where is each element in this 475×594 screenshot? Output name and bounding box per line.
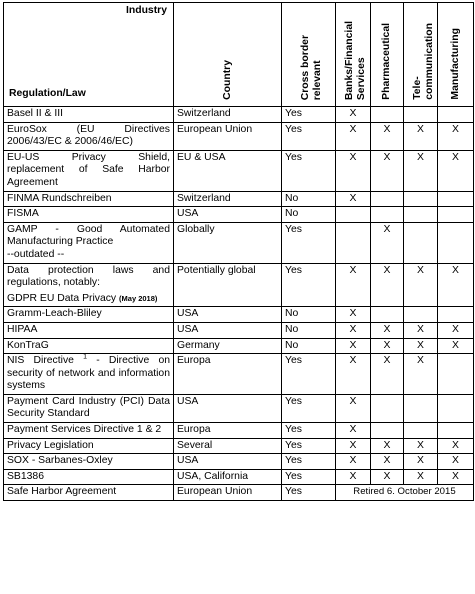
regulation-cell — [4, 469, 174, 485]
regulation-note: (May 2018) — [119, 293, 158, 303]
tele-mark-cell: X — [404, 338, 438, 354]
regulation-cell — [4, 322, 174, 338]
regulation-cell — [4, 394, 174, 422]
pharma-mark-cell — [371, 423, 404, 439]
manufacturing-mark-cell — [438, 394, 474, 422]
country-cell: Europa — [174, 423, 282, 439]
pharma-mark-cell — [371, 307, 404, 323]
regulation-subline: GDPR EU Data Privacy (May 2018) — [7, 292, 158, 304]
cross-border-cell: Yes — [282, 122, 336, 150]
pharma-mark-cell — [371, 394, 404, 422]
manufacturing-mark-cell — [438, 354, 474, 395]
manufacturing-mark-cell — [438, 423, 474, 439]
regulation-name: KonTraG — [7, 339, 49, 351]
table-body — [4, 107, 474, 501]
pharma-mark-cell: X — [371, 438, 404, 454]
pharma-mark-cell: X — [371, 263, 404, 307]
tele-mark-cell — [404, 107, 438, 123]
country-cell: Switzerland — [174, 107, 282, 123]
table-row — [4, 191, 474, 207]
pharma-mark-cell: X — [371, 122, 404, 150]
regulation-name: HIPAA — [7, 323, 38, 335]
regulation-cell — [4, 438, 174, 454]
regulation-industry-table — [3, 2, 474, 501]
cross-border-header-cell — [282, 3, 336, 107]
regulation-name: EuroSox (EU Directives 2006/43/EC & 2006/46/EC) — [7, 123, 170, 148]
banks-mark-cell: X — [336, 354, 371, 395]
table-row — [4, 207, 474, 223]
manufacturing-mark-cell: X — [438, 469, 474, 485]
country-cell: European Union — [174, 122, 282, 150]
cross-border-cell: Yes — [282, 423, 336, 439]
table-row — [4, 485, 474, 501]
pharma-mark-cell: X — [371, 322, 404, 338]
tele-mark-cell — [404, 307, 438, 323]
country-cell: USA — [174, 454, 282, 470]
country-cell: USA — [174, 322, 282, 338]
regulation-name: FINMA Rundschreiben — [7, 192, 112, 204]
country-cell: USA — [174, 394, 282, 422]
regulation-cell — [4, 150, 174, 191]
table-row — [4, 354, 474, 395]
cross-border-cell: No — [282, 207, 336, 223]
pharma-mark-cell: X — [371, 354, 404, 395]
regulation-cell — [4, 107, 174, 123]
tele-mark-cell — [404, 222, 438, 263]
manufacturing-mark-cell — [438, 207, 474, 223]
tele-mark-cell: X — [404, 122, 438, 150]
tele-mark-cell: X — [404, 469, 438, 485]
industry-header: Industry — [126, 5, 167, 16]
regulation-table-container — [3, 2, 473, 501]
tele-mark-cell — [404, 207, 438, 223]
tele-mark-cell — [404, 423, 438, 439]
cross-border-cell: No — [282, 338, 336, 354]
country-header-cell — [174, 3, 282, 107]
regulation-cell — [4, 263, 174, 307]
tele-mark-cell — [404, 394, 438, 422]
regulation-header: Regulation/Law — [9, 88, 86, 100]
table-row — [4, 394, 474, 422]
pharma-header: Pharmaceutical — [381, 23, 392, 100]
manufacturing-header: Manufacturing — [449, 28, 461, 100]
regulation-cell — [4, 207, 174, 223]
tele-mark-cell: X — [404, 322, 438, 338]
cross-border-cell: Yes — [282, 454, 336, 470]
banks-mark-cell: X — [336, 394, 371, 422]
table-row — [4, 322, 474, 338]
cross-border-cell: Yes — [282, 222, 336, 263]
regulation-name: Safe Harbor Agreement — [7, 486, 117, 498]
regulation-cell — [4, 454, 174, 470]
cross-border-cell: No — [282, 307, 336, 323]
regulation-name: GAMP - Good Automated Manufacturing Practice — [7, 223, 170, 248]
table-row — [4, 307, 474, 323]
country-cell: Germany — [174, 338, 282, 354]
manufacturing-mark-cell: X — [438, 454, 474, 470]
cross-border-header: Cross border relevant — [299, 34, 323, 100]
regulation-name: Privacy Legislation — [7, 439, 94, 451]
manufacturing-mark-cell — [438, 107, 474, 123]
country-cell: USA, California — [174, 469, 282, 485]
pharma-mark-cell: X — [371, 222, 404, 263]
manufacturing-mark-cell: X — [438, 263, 474, 307]
regulation-name: Basel II & III — [7, 108, 64, 119]
regulation-cell — [4, 222, 174, 263]
pharma-mark-cell: X — [371, 469, 404, 485]
pharma-header-cell — [371, 3, 404, 107]
manufacturing-mark-cell — [438, 307, 474, 323]
regulation-name: SB1386 — [7, 470, 44, 482]
country-cell: Europa — [174, 354, 282, 395]
table-row — [4, 469, 474, 485]
tele-mark-cell: X — [404, 354, 438, 395]
cross-border-cell: Yes — [282, 485, 336, 501]
pharma-mark-cell — [371, 207, 404, 223]
regulation-name: Data protection laws and regulations, notably: — [7, 264, 170, 289]
footnote-marker: 1 — [83, 353, 88, 361]
header-corner-cell — [4, 3, 174, 107]
regulation-cell — [4, 338, 174, 354]
regulation-name: EU-US Privacy Shield, replacement of Safe Harbor Agreement — [7, 151, 170, 188]
cross-border-cell: Yes — [282, 263, 336, 307]
cross-border-cell: Yes — [282, 150, 336, 191]
regulation-cell — [4, 354, 174, 395]
regulation-name: FISMA — [7, 208, 39, 220]
banks-mark-cell: X — [336, 191, 371, 207]
banks-mark-cell: X — [336, 322, 371, 338]
table-row — [4, 122, 474, 150]
cross-border-cell: No — [282, 191, 336, 207]
header-row — [4, 3, 474, 107]
cross-border-cell: No — [282, 322, 336, 338]
cross-border-cell: Yes — [282, 469, 336, 485]
tele-mark-cell: X — [404, 150, 438, 191]
tele-header-cell — [404, 3, 438, 107]
manufacturing-mark-cell: X — [438, 150, 474, 191]
manufacturing-header-cell — [438, 3, 474, 107]
manufacturing-mark-cell — [438, 222, 474, 263]
banks-mark-cell — [336, 207, 371, 223]
pharma-mark-cell — [371, 191, 404, 207]
table-row — [4, 338, 474, 354]
regulation-cell — [4, 423, 174, 439]
country-cell: Globally — [174, 222, 282, 263]
table-row — [4, 107, 474, 123]
table-row — [4, 454, 474, 470]
banks-mark-cell: X — [336, 263, 371, 307]
regulation-subline: --outdated -- — [7, 248, 65, 260]
regulation-cell — [4, 122, 174, 150]
country-cell: USA — [174, 207, 282, 223]
banks-mark-cell: X — [336, 338, 371, 354]
banks-header: Banks/Financial Services — [344, 20, 367, 100]
country-cell: EU & USA — [174, 150, 282, 191]
regulation-name: NIS Directive — [7, 355, 74, 367]
banks-mark-cell: X — [336, 107, 371, 123]
cross-border-cell: Yes — [282, 107, 336, 123]
regulation-description: - Directive on security of network and information systems — [7, 355, 170, 392]
manufacturing-mark-cell: X — [438, 438, 474, 454]
country-cell: Switzerland — [174, 191, 282, 207]
tele-mark-cell: X — [404, 438, 438, 454]
regulation-name: Gramm-Leach-Bliley — [7, 308, 102, 320]
cross-border-cell: Yes — [282, 354, 336, 395]
regulation-cell — [4, 191, 174, 207]
table-row — [4, 150, 474, 191]
cross-border-cell: Yes — [282, 438, 336, 454]
banks-mark-cell: X — [336, 454, 371, 470]
tele-mark-cell: X — [404, 263, 438, 307]
table-row — [4, 263, 474, 307]
pharma-mark-cell: X — [371, 454, 404, 470]
tele-mark-cell — [404, 191, 438, 207]
country-header: Country — [221, 60, 233, 100]
table-row — [4, 423, 474, 439]
regulation-name: SOX - Sarbanes-Oxley — [7, 455, 113, 467]
manufacturing-mark-cell: X — [438, 338, 474, 354]
table-row — [4, 222, 474, 263]
tele-header: Tele- communication — [411, 23, 435, 100]
banks-mark-cell: X — [336, 423, 371, 439]
manufacturing-mark-cell: X — [438, 322, 474, 338]
banks-mark-cell: X — [336, 438, 371, 454]
tele-mark-cell: X — [404, 454, 438, 470]
banks-mark-cell: X — [336, 150, 371, 191]
banks-header-cell — [336, 3, 371, 107]
manufacturing-mark-cell: X — [438, 122, 474, 150]
pharma-mark-cell — [371, 107, 404, 123]
regulation-cell — [4, 485, 174, 501]
banks-mark-cell: X — [336, 307, 371, 323]
country-cell: Several — [174, 438, 282, 454]
country-cell: USA — [174, 307, 282, 323]
regulation-name: Payment Card Industry (PCI) Data Security Standard — [7, 395, 170, 420]
regulation-name: Payment Services Directive 1 & 2 — [7, 424, 162, 436]
pharma-mark-cell: X — [371, 338, 404, 354]
country-cell: Potentially global — [174, 263, 282, 307]
pharma-mark-cell: X — [371, 150, 404, 191]
banks-mark-cell: X — [336, 122, 371, 150]
banks-mark-cell: X — [336, 469, 371, 485]
banks-mark-cell — [336, 222, 371, 263]
cross-border-cell: Yes — [282, 394, 336, 422]
manufacturing-mark-cell — [438, 191, 474, 207]
regulation-cell — [4, 307, 174, 323]
country-cell: European Union — [174, 485, 282, 501]
retired-note-cell: Retired 6. October 2015 — [336, 485, 474, 501]
table-row — [4, 438, 474, 454]
